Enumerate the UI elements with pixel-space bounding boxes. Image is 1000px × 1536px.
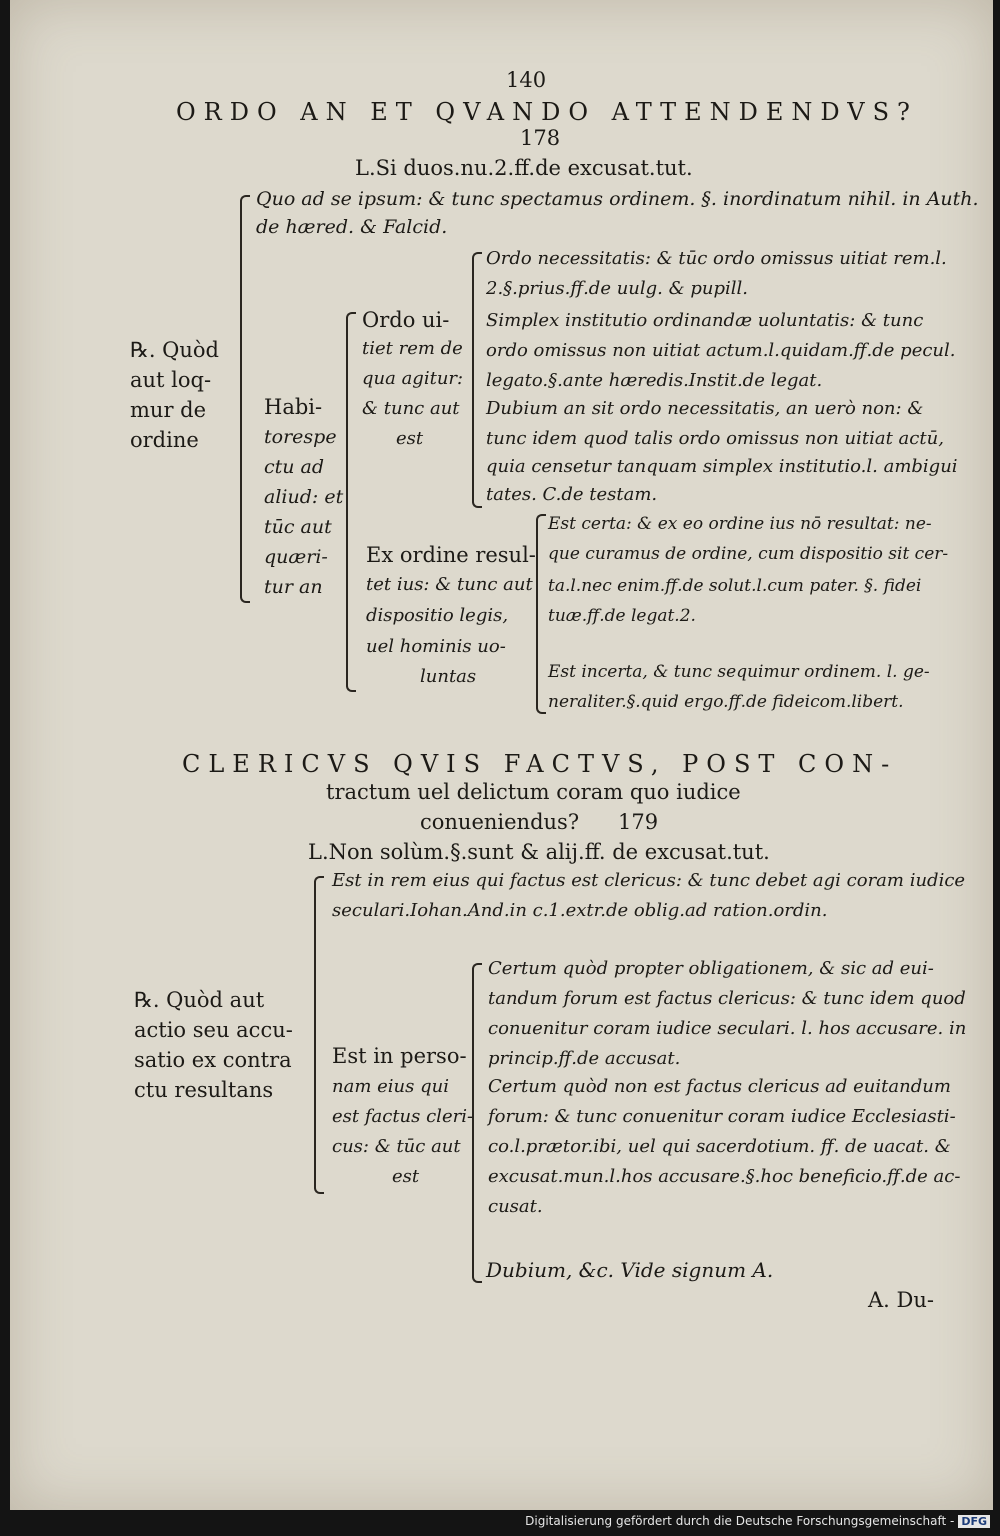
- simplex-line-2: ordo omissus non uitiat actum.l.quidam.ff.de pecul.: [486, 340, 956, 361]
- est-in-rem-line-2: seculari.Iohan.And.in c.1.extr.de oblig.ad ration.ordin.: [332, 900, 828, 921]
- catchword: A. Du-: [868, 1288, 934, 1312]
- est-in-persona-line-2: nam eius qui: [332, 1076, 449, 1097]
- section-2-title-line-3: conueniendus?: [420, 810, 580, 834]
- section-number: 178: [520, 126, 561, 150]
- book-page: [10, 0, 993, 1510]
- ordo-necessitatis-line-1: Ordo necessitatis: & tūc ordo omissus uitiat rem.l.: [486, 248, 947, 269]
- ex-ordine-line-5: luntas: [420, 666, 477, 687]
- ex-ordine-line-3: dispositio legis,: [366, 605, 509, 626]
- est-certa-line-4: tuæ.ff.de legat.2.: [548, 606, 696, 626]
- dubium-1-line-2: tunc idem quod talis ordo omissus non uitiat actū,: [486, 428, 944, 449]
- credit-text: Digitalisierung gefördert durch die Deutsche Forschungsgemeinschaft -: [525, 1514, 955, 1528]
- quo-ad-se-line-2: de hæred. & Falcid.: [256, 216, 448, 238]
- simplex-line-1: Simplex institutio ordinandæ uoluntatis: & tunc: [486, 310, 924, 331]
- ex-ordine-line-2: tet ius: & tunc aut: [366, 574, 533, 595]
- est-in-persona-line-5: est: [392, 1166, 420, 1187]
- respondeo-2-line-1: ℞. Quòd aut: [134, 988, 265, 1012]
- habito-line-3: ctu ad: [264, 456, 325, 478]
- dubium-1-line-4: tates. C.de testam.: [486, 484, 658, 505]
- habito-line-7: tur an: [264, 576, 323, 598]
- section-2-title-line-2: tractum uel delictum coram quo iudice: [326, 780, 741, 804]
- habito-line-5: tūc aut: [264, 516, 332, 538]
- certum-2-line-1: Certum quòd non est factus clericus ad euitandum: [488, 1076, 951, 1097]
- certum-2-line-4: excusat.mun.l.hos accusare.§.hoc beneficio.ff.de ac-: [488, 1166, 961, 1187]
- certum-2-line-2: forum: & tunc conuenitur coram iudice Ecclesiasti-: [488, 1106, 956, 1127]
- dubium-1-line-3: quia censetur tanquam simplex institutio.l. ambigui: [486, 456, 958, 477]
- certum-1-line-4: princip.ff.de accusat.: [488, 1048, 681, 1069]
- respondeo-1-line-4: ordine: [130, 428, 199, 452]
- certum-1-line-1: Certum quòd propter obligationem, & sic ad eui-: [488, 958, 934, 979]
- respondeo-1-line-2: aut loq-: [130, 368, 212, 392]
- respondeo-2-line-3: satio ex contra: [134, 1048, 292, 1072]
- certum-1-line-3: conuenitur coram iudice seculari. l. hos accusare. in: [488, 1018, 967, 1039]
- est-certa-line-2: que curamus de ordine, cum dispositio sit cer-: [548, 544, 949, 564]
- bracket-2-persona: [472, 963, 482, 1283]
- respondeo-2-line-2: actio seu accu-: [134, 1018, 293, 1042]
- bracket-2-main: [314, 876, 324, 1194]
- ordo-uitiet-line-2: tiet rem de: [362, 338, 463, 359]
- habito-line-6: quæri-: [264, 546, 328, 568]
- certum-1-line-2: tandum forum est factus clericus: & tunc idem quod: [488, 988, 966, 1009]
- respondeo-2-line-4: ctu resultans: [134, 1078, 274, 1102]
- quo-ad-se-line-1: Quo ad se ipsum: & tunc spectamus ordinem. §. inordinatum nihil. in Auth.: [256, 188, 979, 210]
- dubium-2: Dubium, &c. Vide signum A.: [486, 1258, 774, 1282]
- page-number: 140: [506, 68, 547, 92]
- bracket-ex-ordine: [536, 514, 546, 714]
- respondeo-1-line-3: mur de: [130, 398, 207, 422]
- est-in-persona-line-3: est factus cleri-: [332, 1106, 474, 1127]
- habito-line-4: aliud: et: [264, 486, 344, 508]
- digitization-credit: [525, 1514, 990, 1528]
- certum-2-line-3: co.l.prætor.ibi, uel qui sacerdotium. ff. de uacat. &: [488, 1136, 951, 1157]
- section-2-number: 179: [618, 810, 659, 834]
- habito-line-2: torespe: [264, 426, 337, 448]
- ordo-uitiet-line-1: Ordo ui-: [362, 308, 450, 332]
- ordo-uitiet-line-5: est: [396, 428, 424, 449]
- bracket-main: [240, 195, 250, 603]
- est-in-persona-line-4: cus: & tūc aut: [332, 1136, 461, 1157]
- ex-ordine-line-1: Ex ordine resul-: [366, 543, 536, 567]
- running-title: ORDO AN ET QVANDO ATTENDENDVS?: [176, 98, 918, 126]
- ordo-necessitatis-line-2: 2.§.prius.ff.de uulg. & pupill.: [486, 278, 748, 299]
- est-in-rem-line-1: Est in rem eius qui factus est clericus: & tunc debet agi coram iudice: [332, 870, 966, 891]
- section-citation: L.Si duos.nu.2.ff.de excusat.tut.: [355, 156, 693, 180]
- bracket-ordo-uitiet: [472, 252, 482, 508]
- dfg-logo: DFG: [958, 1515, 990, 1528]
- ordo-uitiet-line-3: qua agitur:: [362, 368, 464, 389]
- ordo-uitiet-line-4: & tunc aut: [362, 398, 460, 419]
- dubium-1-line-1: Dubium an sit ordo necessitatis, an uerò non: &: [486, 398, 924, 419]
- est-in-persona-line-1: Est in perso-: [332, 1044, 467, 1068]
- habito-line-1: Habi-: [264, 395, 323, 419]
- certum-2-line-5: cusat.: [488, 1196, 543, 1217]
- respondeo-1-line-1: ℞. Quòd: [130, 338, 220, 362]
- ex-ordine-line-4: uel hominis uo-: [366, 636, 506, 657]
- section-2-citation: L.Non solùm.§.sunt & alij.ff. de excusat.tut.: [308, 840, 770, 864]
- simplex-line-3: legato.§.ante hæredis.Instit.de legat.: [486, 370, 823, 391]
- est-certa-line-1: Est certa: & ex eo ordine ius nō resultat: ne-: [548, 514, 932, 534]
- est-incerta-line-2: neraliter.§.quid ergo.ff.de fideicom.libert.: [548, 692, 904, 712]
- section-2-title-line-1: CLERICVS QVIS FACTVS, POST CON-: [182, 750, 898, 778]
- est-incerta-line-1: Est incerta, & tunc sequimur ordinem. l. ge-: [548, 662, 930, 682]
- bracket-habito: [346, 312, 356, 692]
- est-certa-line-3: ta.l.nec enim.ff.de solut.l.cum pater. §. fidei: [548, 576, 922, 596]
